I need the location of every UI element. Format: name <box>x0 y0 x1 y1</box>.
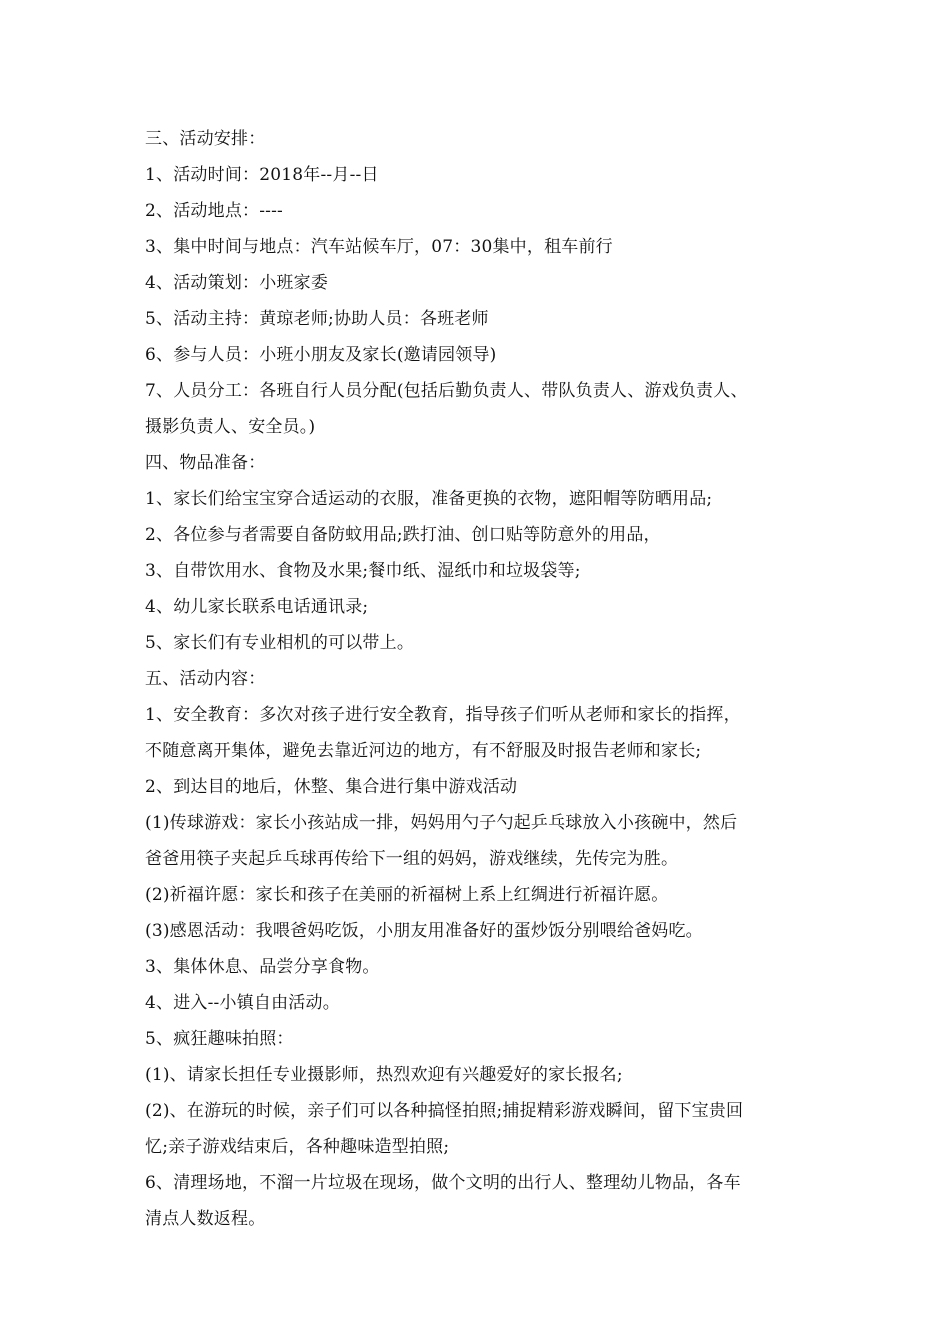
paragraph-line: 3、集中时间与地点：汽车站候车厅，07：30集中，租车前行 <box>145 237 613 257</box>
paragraph-line: (2)、在游玩的时候，亲子们可以各种搞怪拍照;捕捉精彩游戏瞬间，留下宝贵回 <box>145 1101 744 1121</box>
paragraph-line: 2、各位参与者需要自备防蚊用品;跌打油、创口贴等防意外的用品， <box>145 525 661 545</box>
paragraph-line: 忆;亲子游戏结束后，各种趣味造型拍照; <box>145 1137 450 1157</box>
paragraph-line: 4、幼儿家长联系电话通讯录; <box>145 597 369 617</box>
paragraph-line: 5、疯狂趣味拍照： <box>145 1029 294 1049</box>
section-heading-activity-content: 五、活动内容： <box>145 669 266 689</box>
paragraph-line: 不随意离开集体，避免去靠近河边的地方，有不舒服及时报告老师和家长; <box>145 741 702 761</box>
paragraph-line: 3、自带饮用水、食物及水果;餐巾纸、湿纸巾和垃圾袋等; <box>145 561 581 581</box>
paragraph-line: 摄影负责人、安全员。) <box>145 417 316 437</box>
paragraph-line: 爸爸用筷子夹起乒乓球再传给下一组的妈妈，游戏继续，先传完为胜。 <box>145 849 679 869</box>
section-heading-supplies: 四、物品准备： <box>145 453 266 473</box>
paragraph-line: 2、到达目的地后，休整、集合进行集中游戏活动 <box>145 777 518 797</box>
paragraph-line: 6、清理场地，不溜一片垃圾在现场，做个文明的出行人、整理幼儿物品，各车 <box>145 1173 741 1193</box>
paragraph-line: 1、家长们给宝宝穿合适运动的衣服，准备更换的衣物，遮阳帽等防晒用品; <box>145 489 713 509</box>
section-heading-activity-schedule: 三、活动安排： <box>145 129 266 149</box>
paragraph-line: (3)感恩活动：我喂爸妈吃饭，小朋友用准备好的蛋炒饭分别喂给爸妈吃。 <box>145 921 703 941</box>
paragraph-line: 5、家长们有专业相机的可以带上。 <box>145 633 415 653</box>
paragraph-line: 6、参与人员：小班小朋友及家长(邀请园领导) <box>145 345 497 365</box>
paragraph-line: 1、安全教育：多次对孩子进行安全教育，指导孩子们听从老师和家长的指挥， <box>145 705 741 725</box>
paragraph-line: 清点人数返程。 <box>145 1209 266 1229</box>
document-body <box>145 121 835 1237</box>
paragraph-line: 1、活动时间：2018年--月--日 <box>145 165 379 185</box>
paragraph-line: (1)传球游戏：家长小孩站成一排，妈妈用勺子勺起乒乓球放入小孩碗中，然后 <box>145 813 738 833</box>
paragraph-line: 4、活动策划：小班家委 <box>145 273 329 293</box>
paragraph-line: (2)祈福许愿：家长和孩子在美丽的祈福树上系上红绸进行祈福许愿。 <box>145 885 669 905</box>
paragraph-line: 2、活动地点：---- <box>145 201 283 221</box>
paragraph-line: 7、人员分工：各班自行人员分配(包括后勤负责人、带队负责人、游戏负责人、 <box>145 381 748 401</box>
paragraph-line: 4、进入--小镇自由活动。 <box>145 993 340 1013</box>
paragraph-line: (1)、请家长担任专业摄影师，热烈欢迎有兴趣爱好的家长报名; <box>145 1065 623 1085</box>
paragraph-line: 3、集体休息、品尝分享食物。 <box>145 957 380 977</box>
paragraph-line: 5、活动主持：黄琼老师;协助人员：各班老师 <box>145 309 489 329</box>
